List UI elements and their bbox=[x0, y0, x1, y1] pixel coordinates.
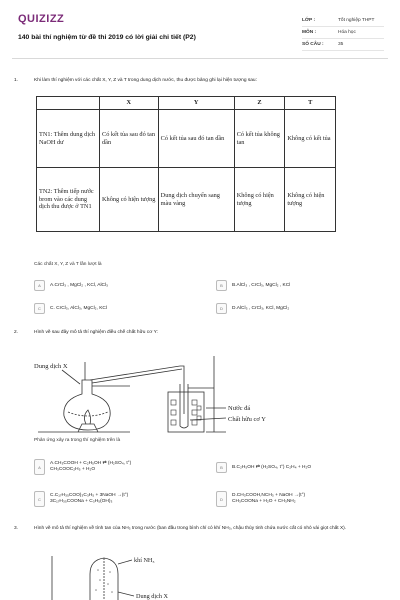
table-cell: Có kết tủa sau đó tan dần bbox=[158, 110, 234, 168]
apparatus-figure bbox=[30, 350, 280, 438]
option-letter: B bbox=[216, 462, 227, 473]
label-solution: Dung dịch X bbox=[34, 363, 68, 370]
meta-value: 35 bbox=[338, 42, 344, 47]
option-text-line2: 3C₁₇H₃₅COONa + C₃H₅(OH)₃ bbox=[50, 499, 113, 504]
table-header-cell bbox=[37, 97, 100, 110]
question-statement: Phản ứng xảy ra trong thí nghiệm trên là bbox=[34, 438, 121, 443]
option-text-line2: CH₃COONa + H₂O + CH₃NH₂ bbox=[232, 499, 296, 504]
option-text: C. CrCl₃, AlCl₃, MgCl₂, KCl bbox=[50, 305, 107, 311]
option-letter: A bbox=[34, 459, 45, 475]
option-text: D.CH₃COOH,NCH₃ + NaOH →(t°) bbox=[232, 493, 306, 498]
question-text: Hình vẽ sau đây mô tả thí nghiệm điều chế chất hữu cơ Y: bbox=[34, 330, 158, 335]
table-header-cell: X bbox=[100, 97, 159, 110]
question-text: Hình vẽ mô tả thí nghiệm về tính tan của NH₃ trong nước (ban đầu trong bình chỉ có khí NH₃, chậu thủy tinh chứa nước cất có nhỏ vài giọt chất X). bbox=[34, 526, 347, 531]
table-cell: Dung dịch chuyển sang màu vàng bbox=[158, 168, 234, 232]
question-text: Khi làm thí nghiệm với các chất X, Y, Z và T trong dung dịch nước, thu được bảng ghi lại hiện tượng sau: bbox=[34, 78, 257, 83]
answer-option-b[interactable] bbox=[216, 461, 311, 473]
option-text-line2: CH₃COOC₂H₅ + H₂O bbox=[50, 467, 96, 472]
meta-row-class bbox=[302, 15, 384, 27]
option-text: C.C₁₇H₃₅COO)₃C₃H₅ + 3NaOH →(t°) bbox=[50, 493, 129, 498]
table-cell: TN2: Thêm tiếp nước brom vào các dung dịch thu được ở TN1 bbox=[37, 168, 100, 232]
label-solution: Dung dịch X bbox=[136, 593, 168, 600]
meta-panel bbox=[302, 15, 384, 51]
option-letter: C bbox=[34, 303, 45, 314]
option-text: B.C₂H₅OH ⇄ (H₂SO₄, t°) C₂H₄ + H₂O bbox=[232, 464, 312, 470]
table-cell: Có kết tủa không tan bbox=[234, 110, 285, 168]
question-number: 3. bbox=[14, 526, 19, 531]
option-text: B.AlCl₃ , CrCl₃, MgCl₂ , KCl bbox=[232, 282, 291, 288]
option-letter: C bbox=[34, 491, 45, 507]
option-letter: B bbox=[216, 280, 227, 291]
answer-option-b[interactable] bbox=[216, 279, 290, 291]
meta-value: Hóa học bbox=[338, 30, 356, 35]
question-1 bbox=[14, 78, 384, 86]
answer-option-a[interactable] bbox=[34, 458, 131, 476]
table-header-row bbox=[37, 97, 336, 110]
question-2 bbox=[14, 330, 384, 338]
option-letter: D bbox=[216, 491, 227, 507]
page-title: 140 bài thí nghiệm từ đề thi 2019 có lời giải chi tiết (P2) bbox=[18, 34, 196, 41]
table-cell: Không có kết tủa bbox=[285, 110, 336, 168]
option-letter: A bbox=[34, 280, 45, 291]
nh3-figure bbox=[40, 552, 200, 600]
answer-option-d[interactable] bbox=[216, 302, 289, 314]
label-ice: Nước đá bbox=[228, 405, 251, 412]
header-divider bbox=[12, 58, 388, 59]
table-header-cell: T bbox=[285, 97, 336, 110]
question-statement: Các chất X, Y, Z và T lần lượt là bbox=[34, 262, 102, 267]
question-3 bbox=[14, 526, 384, 542]
label-product: Chất hữu cơ Y bbox=[228, 416, 266, 423]
table-cell: Không có hiện tượng bbox=[234, 168, 285, 232]
observation-table bbox=[36, 96, 336, 232]
table-row bbox=[37, 110, 336, 168]
option-text: A.CH₃COOH + C₂H₅OH ⇄ (H₂SO₄, t°) bbox=[50, 461, 132, 466]
quizizz-logo[interactable]: QUIZIZZ bbox=[18, 13, 65, 25]
table-cell: Không có hiện tượng bbox=[285, 168, 336, 232]
answer-option-c[interactable] bbox=[34, 302, 107, 314]
meta-label: SỐ CÂU : bbox=[302, 42, 324, 47]
question-number: 2. bbox=[14, 330, 19, 335]
answer-option-c[interactable] bbox=[34, 490, 128, 508]
label-gas: khí NH₃ bbox=[134, 557, 155, 564]
question-number: 1. bbox=[14, 78, 19, 83]
answer-option-d[interactable] bbox=[216, 490, 305, 508]
option-text: A.CrCl₃ , MgCl₂ , KCl, AlCl₃ bbox=[50, 282, 109, 288]
option-text: D.AlCl₃ , CrCl₃, KCl, MgCl₂ bbox=[232, 305, 290, 311]
meta-label: MÔN : bbox=[302, 30, 317, 35]
table-header-cell: Z bbox=[234, 97, 285, 110]
answer-option-a[interactable] bbox=[34, 279, 108, 291]
table-cell: Không có hiện tượng bbox=[100, 168, 159, 232]
table-cell: Có kết tủa sau đó tan dần bbox=[100, 110, 159, 168]
option-letter: D bbox=[216, 303, 227, 314]
meta-row-subject bbox=[302, 27, 384, 39]
meta-value: Tốt nghiệp THPT bbox=[338, 18, 375, 23]
table-cell: TN1: Thêm dung dịch NaOH dư bbox=[37, 110, 100, 168]
meta-row-count bbox=[302, 39, 384, 51]
table-header-cell: Y bbox=[158, 97, 234, 110]
meta-label: LỚP : bbox=[302, 18, 316, 23]
table-row bbox=[37, 168, 336, 232]
